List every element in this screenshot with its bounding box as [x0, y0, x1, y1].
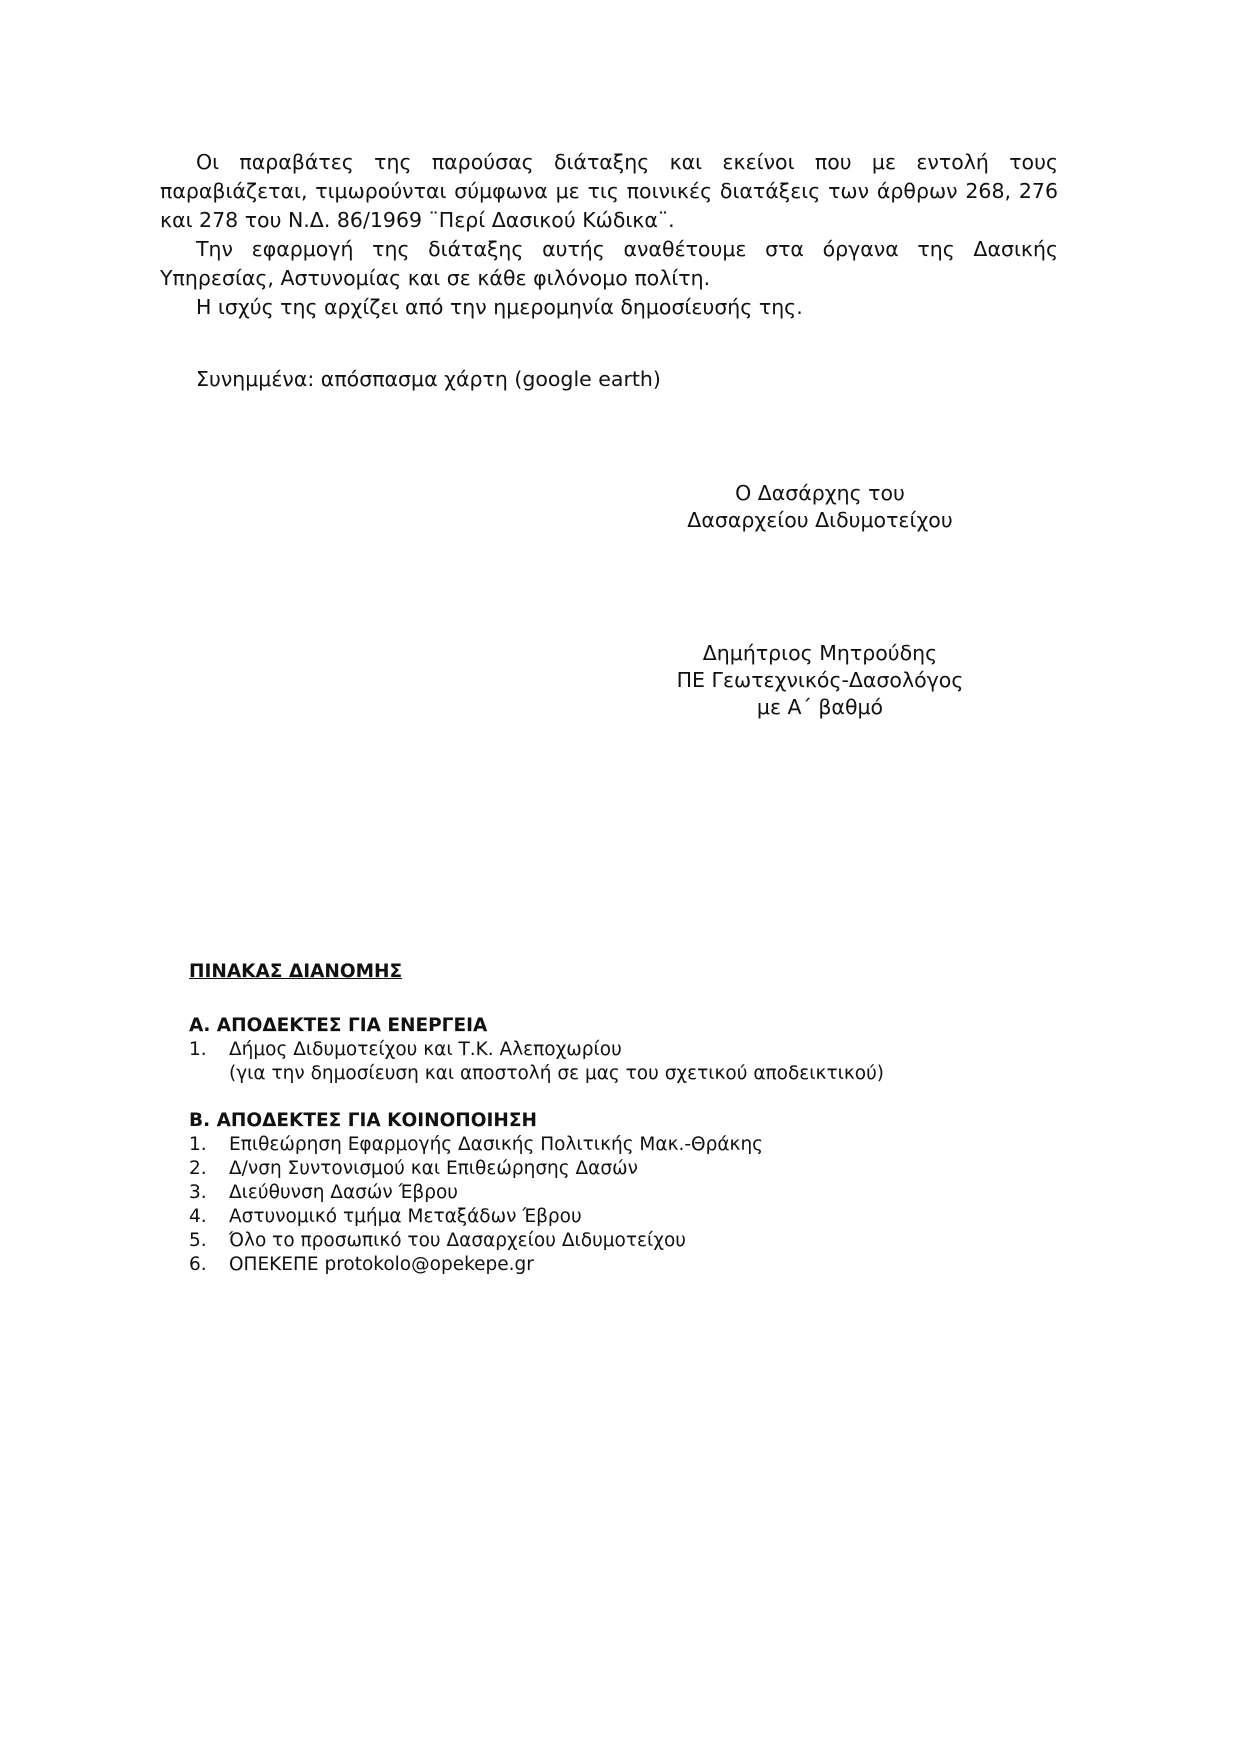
signatory-name: Δημήτριος Μητρούδης [702, 641, 938, 665]
list-item-text: Επιθεώρηση Εφαρμογής Δασικής Πολιτικής Μακ.-Θράκης [229, 1134, 764, 1155]
section-notification-recipients [189, 1109, 1049, 1277]
body-text [160, 148, 1058, 322]
list-item [189, 1181, 1049, 1205]
list-item [189, 1205, 1049, 1229]
section-b-heading: Β. ΑΠΟΔΕΚΤΕΣ ΓΙΑ ΚΟΙΝΟΠΟΙΗΣΗ [189, 1110, 538, 1131]
list-item-number: 5. [189, 1230, 207, 1251]
signature-title-line2: Δασαρχείου Διδυμοτείχου [687, 508, 953, 532]
signatory-grade: με Α΄ βαθμό [756, 695, 884, 719]
list-item-text: Όλο το προσωπικό του Δασαρχείου Διδυμοτείχου [229, 1230, 686, 1251]
list-item-number: 1. [189, 1039, 207, 1060]
list-item [189, 1038, 1049, 1086]
list-item-label: Δήμος Διδυμοτείχου και Τ.Κ. Αλεποχωρίου [229, 1039, 622, 1060]
list-item [189, 1229, 1049, 1253]
list-item [189, 1253, 1049, 1277]
signatory-block [600, 640, 1040, 721]
list-item-number: 2. [189, 1158, 207, 1179]
list-item [189, 1157, 1049, 1181]
list-item-number: 6. [189, 1254, 207, 1275]
list-item [189, 1133, 1049, 1157]
list-item-note: (για την δημοσίευση και αποστολή σε μας του σχετικού αποδεικτικού) [229, 1063, 884, 1084]
list-item-text: ΟΠΕΚΕΠΕ protokolo@opekepe.gr [229, 1254, 534, 1275]
list-item-text [229, 1038, 1049, 1086]
list-item-text: Αστυνομικό τμήμα Μεταξάδων Έβρου [229, 1206, 582, 1227]
paragraph-enforcement: Την εφαρμογή της διάταξης αυτής αναθέτουμε στα όργανα της Δασικής Υπηρεσίας, Αστυνομίας και σε κάθε φιλόνομο πολίτη. [160, 237, 1058, 290]
signature-title [600, 480, 1040, 534]
list-item-number: 1. [189, 1134, 207, 1155]
distribution-list [189, 960, 1049, 1300]
list-item-text: Δ/νση Συντονισμού και Επιθεώρησης Δασών [229, 1158, 638, 1179]
list-item-text: Διεύθυνση Δασών Έβρου [229, 1182, 458, 1203]
attachment-note: Συνημμένα: απόσπασμα χάρτη (google earth) [196, 367, 661, 391]
signature-title-line1: Ο Δασάρχης του [735, 481, 905, 505]
paragraph-penalties: Οι παραβάτες της παρούσας διάταξης και εκείνοι που με εντολή τους παραβιάζεται, τιμωρούνται σύμφωνα με τις ποινικές διατάξεις των άρθρων 268, 276 και 278 του Ν.Δ. 86/1969 ¨Περί Δασικού Κώδικα¨. [160, 150, 1058, 232]
section-a-heading: Α. ΑΠΟΔΕΚΤΕΣ ΓΙΑ ΕΝΕΡΓΕΙΑ [189, 1015, 488, 1036]
list-item-number: 3. [189, 1182, 207, 1203]
paragraph-validity: Η ισχύς της αρχίζει από την ημερομηνία δημοσίευσής της. [196, 295, 803, 319]
list-item-number: 4. [189, 1206, 207, 1227]
signatory-position: ΠΕ Γεωτεχνικός-Δασολόγος [676, 668, 964, 692]
section-action-recipients [189, 1014, 1049, 1086]
distribution-heading: ΠΙΝΑΚΑΣ ΔΙΑΝΟΜΗΣ [189, 961, 403, 982]
